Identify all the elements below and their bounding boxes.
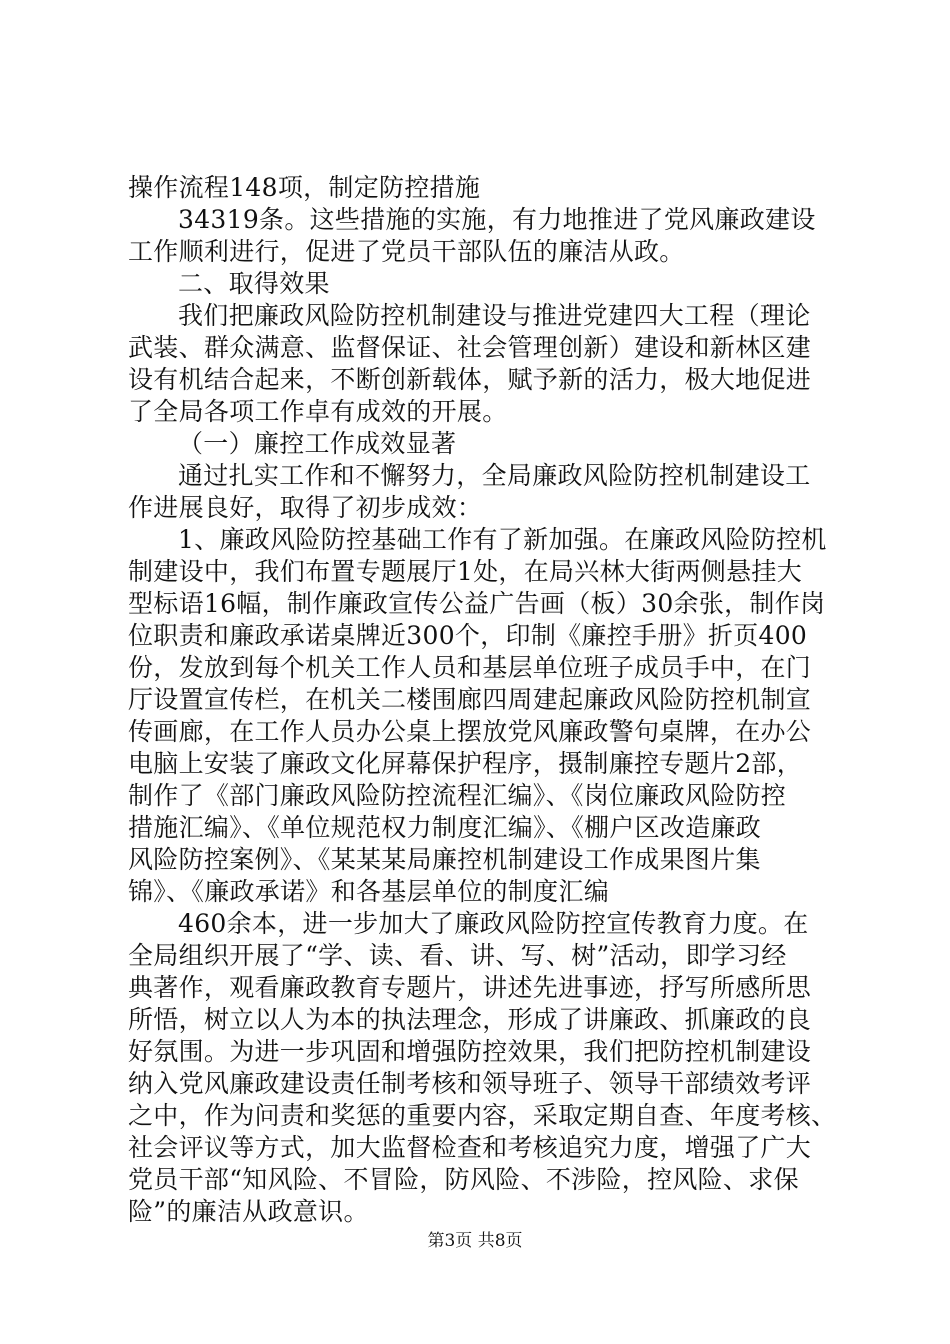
- text-line: 我们把廉政风险防控机制建设与推进党建四大工程（理论: [178, 301, 811, 330]
- document-body: [128, 172, 837, 1228]
- text-line: 锦》、《廉政承诺》和各基层单位的制度汇编: [128, 877, 610, 906]
- text-line: 设有机结合起来，不断创新载体，赋予新的活力，极大地促进: [128, 365, 812, 394]
- text-line: 操作流程148项，制定防控措施: [128, 173, 481, 202]
- text-line: 位职责和廉政承诺桌牌近300个，印制《廉控手册》折页400: [128, 621, 808, 650]
- text-line: 厅设置宣传栏，在机关二楼围廊四周建起廉政风险防控机制宣: [128, 685, 812, 714]
- text-line: 电脑上安装了廉政文化屏幕保护程序，摄制廉控专题片2部，: [128, 749, 803, 778]
- text-line: 所悟，树立以人为本的执法理念，形成了讲廉政、抓廉政的良: [128, 1005, 812, 1034]
- text-line: 460余本，进一步加大了廉政风险防控宣传教育力度。在: [178, 909, 809, 938]
- text-line: 1、廉政风险防控基础工作有了新加强。在廉政风险防控机: [178, 525, 827, 554]
- text-line: 党员干部“知风险、不冒险，防风险、不涉险，控风险、求保: [128, 1165, 799, 1194]
- text-line: 型标语16幅，制作廉政宣传公益广告画（板）30余张，制作岗: [128, 589, 826, 618]
- text-line: 全局组织开展了“学、读、看、讲、写、树”活动，即学习经: [128, 941, 787, 970]
- text-line: 了全局各项工作卓有成效的开展。: [128, 397, 508, 426]
- text-line: 好氛围。为进一步巩固和增强防控效果，我们把防控机制建设: [128, 1037, 812, 1066]
- subsection-heading: （一）廉控工作成效显著: [178, 429, 457, 458]
- text-line: 34319条。这些措施的实施，有力地推进了党风廉政建设: [178, 205, 816, 234]
- text-line: 纳入党风廉政建设责任制考核和领导班子、领导干部绩效考评: [128, 1069, 812, 1098]
- text-line: 之中，作为问责和奖惩的重要内容，采取定期自查、年度考核、: [128, 1101, 837, 1130]
- section-heading: 二、取得效果: [178, 269, 330, 298]
- text-line: 工作顺利进行，促进了党员干部队伍的廉洁从政。: [128, 237, 685, 266]
- text-line: 传画廊，在工作人员办公桌上摆放党风廉政警句桌牌，在办公: [128, 717, 812, 746]
- text-line: 武装、群众满意、监督保证、社会管理创新）建设和新林区建: [128, 333, 812, 362]
- text-line: 作进展良好，取得了初步成效：: [128, 493, 483, 522]
- text-line: 险”的廉洁从政意识。: [128, 1197, 369, 1226]
- text-line: 风险防控案例》、《某某某局廉控机制建设工作成果图片集: [128, 845, 761, 874]
- text-line: 份，发放到每个机关工作人员和基层单位班子成员手中，在门: [128, 653, 812, 682]
- page-number-footer: 第3页 共8页: [427, 1231, 523, 1251]
- text-line: 社会评议等方式，加大监督检查和考核追究力度，增强了广大: [128, 1133, 812, 1162]
- text-line: 典著作，观看廉政教育专题片，讲述先进事迹，抒写所感所思: [128, 973, 812, 1002]
- text-line: 措施汇编》、《单位规范权力制度汇编》、《棚户区改造廉政: [128, 813, 762, 842]
- text-line: 制建设中，我们布置专题展厅1处，在局兴林大街两侧悬挂大: [128, 557, 803, 586]
- text-line: 制作了《部门廉政风险防控流程汇编》、《岗位廉政风险防控: [128, 781, 787, 810]
- text-line: 通过扎实工作和不懈努力，全局廉政风险防控机制建设工: [178, 461, 811, 490]
